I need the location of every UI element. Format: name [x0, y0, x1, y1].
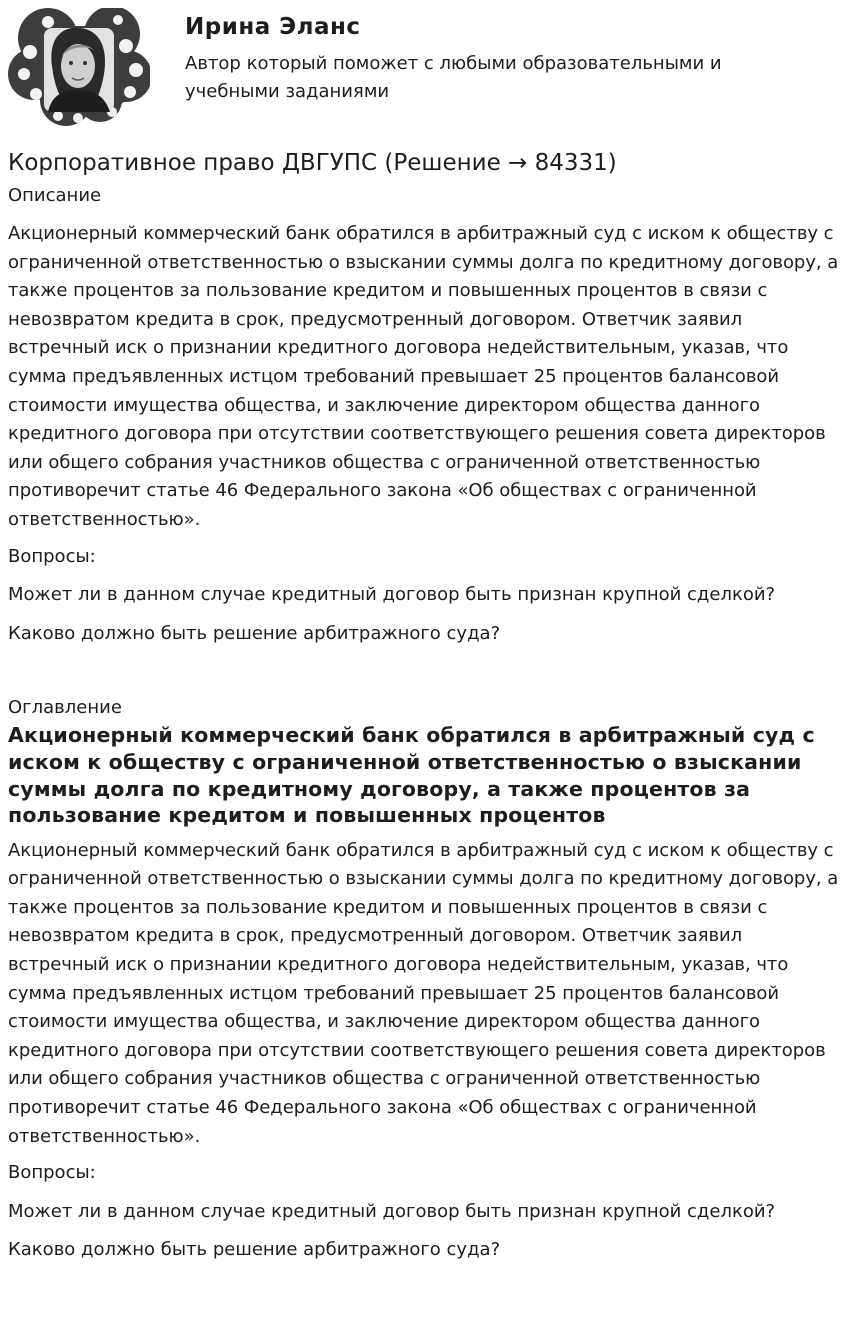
- question-item: Может ли в данном случае кредитный договор быть признан крупной сделкой?: [8, 584, 776, 606]
- question-item: Каково должно быть решение арбитражного суда?: [8, 622, 501, 644]
- toc-label: Оглавление: [8, 697, 122, 719]
- toc-questions-label: Вопросы:: [8, 1162, 96, 1184]
- author-card: [8, 8, 839, 126]
- description-label: Описание: [8, 185, 102, 206]
- page-title: Корпоративное право ДВГУПС (Решение → 84331): [8, 150, 617, 176]
- toc-body-text: Акционерный коммерческий банк обратился в арбитражный суд с иском к обществу с ограниченной ответственностью о взыскании суммы долга по кредитному договору, а также процентов за пользование кредитом и повышенных процентов в связи с невозвратом кредита в срок, предусмотренный договором. Ответчик заявил встречный иск о признании кредитного договора недействительным, указав, что сумма предъявленных истцом требований превышает 25 процентов балансовой стоимости имущества общества, и заключение директором общества данного кредитного договора при отсутствии соответствующего решения совета директоров или общего собрания участников общества с ограниченной ответственностью противоречит статье 46 Федерального закона «Об обществах с ограниченной ответственностью».: [8, 839, 839, 1147]
- author-name: Ирина Эланс: [185, 14, 361, 40]
- toc-question-item: Может ли в данном случае кредитный договор быть признан крупной сделкой?: [8, 1200, 776, 1222]
- author-description: Автор который поможет с любыми образовательными и учебными заданиями: [185, 53, 722, 102]
- author-avatar: [8, 8, 150, 126]
- questions-label: Вопросы:: [8, 545, 96, 567]
- document-content: [8, 146, 839, 1265]
- toc-heading[interactable]: Акционерный коммерческий банк обратился в арбитражный суд с иском к обществу с ограниченной ответственностью о взыскании суммы долга по кредитному договору, а также процентов за пользование кредитом и повышенных процентов: [8, 723, 815, 828]
- toc-question-item: Каково должно быть решение арбитражного суда?: [8, 1239, 501, 1261]
- description-text: Акционерный коммерческий банк обратился в арбитражный суд с иском к обществу с ограниченной ответственностью о взыскании суммы долга по кредитному договору, а также процентов за пользование кредитом и повышенных процентов в связи с невозвратом кредита в срок, предусмотренный договором. Ответчик заявил встречный иск о признании кредитного договора недействительным, указав, что сумма предъявленных истцом требований превышает 25 процентов балансовой стоимости имущества общества, и заключение директором общества данного кредитного договора при отсутствии соответствующего решения совета директоров или общего собрания участников общества с ограниченной ответственностью противоречит статье 46 Федерального закона «Об обществах с ограниченной ответственностью».: [8, 223, 839, 530]
